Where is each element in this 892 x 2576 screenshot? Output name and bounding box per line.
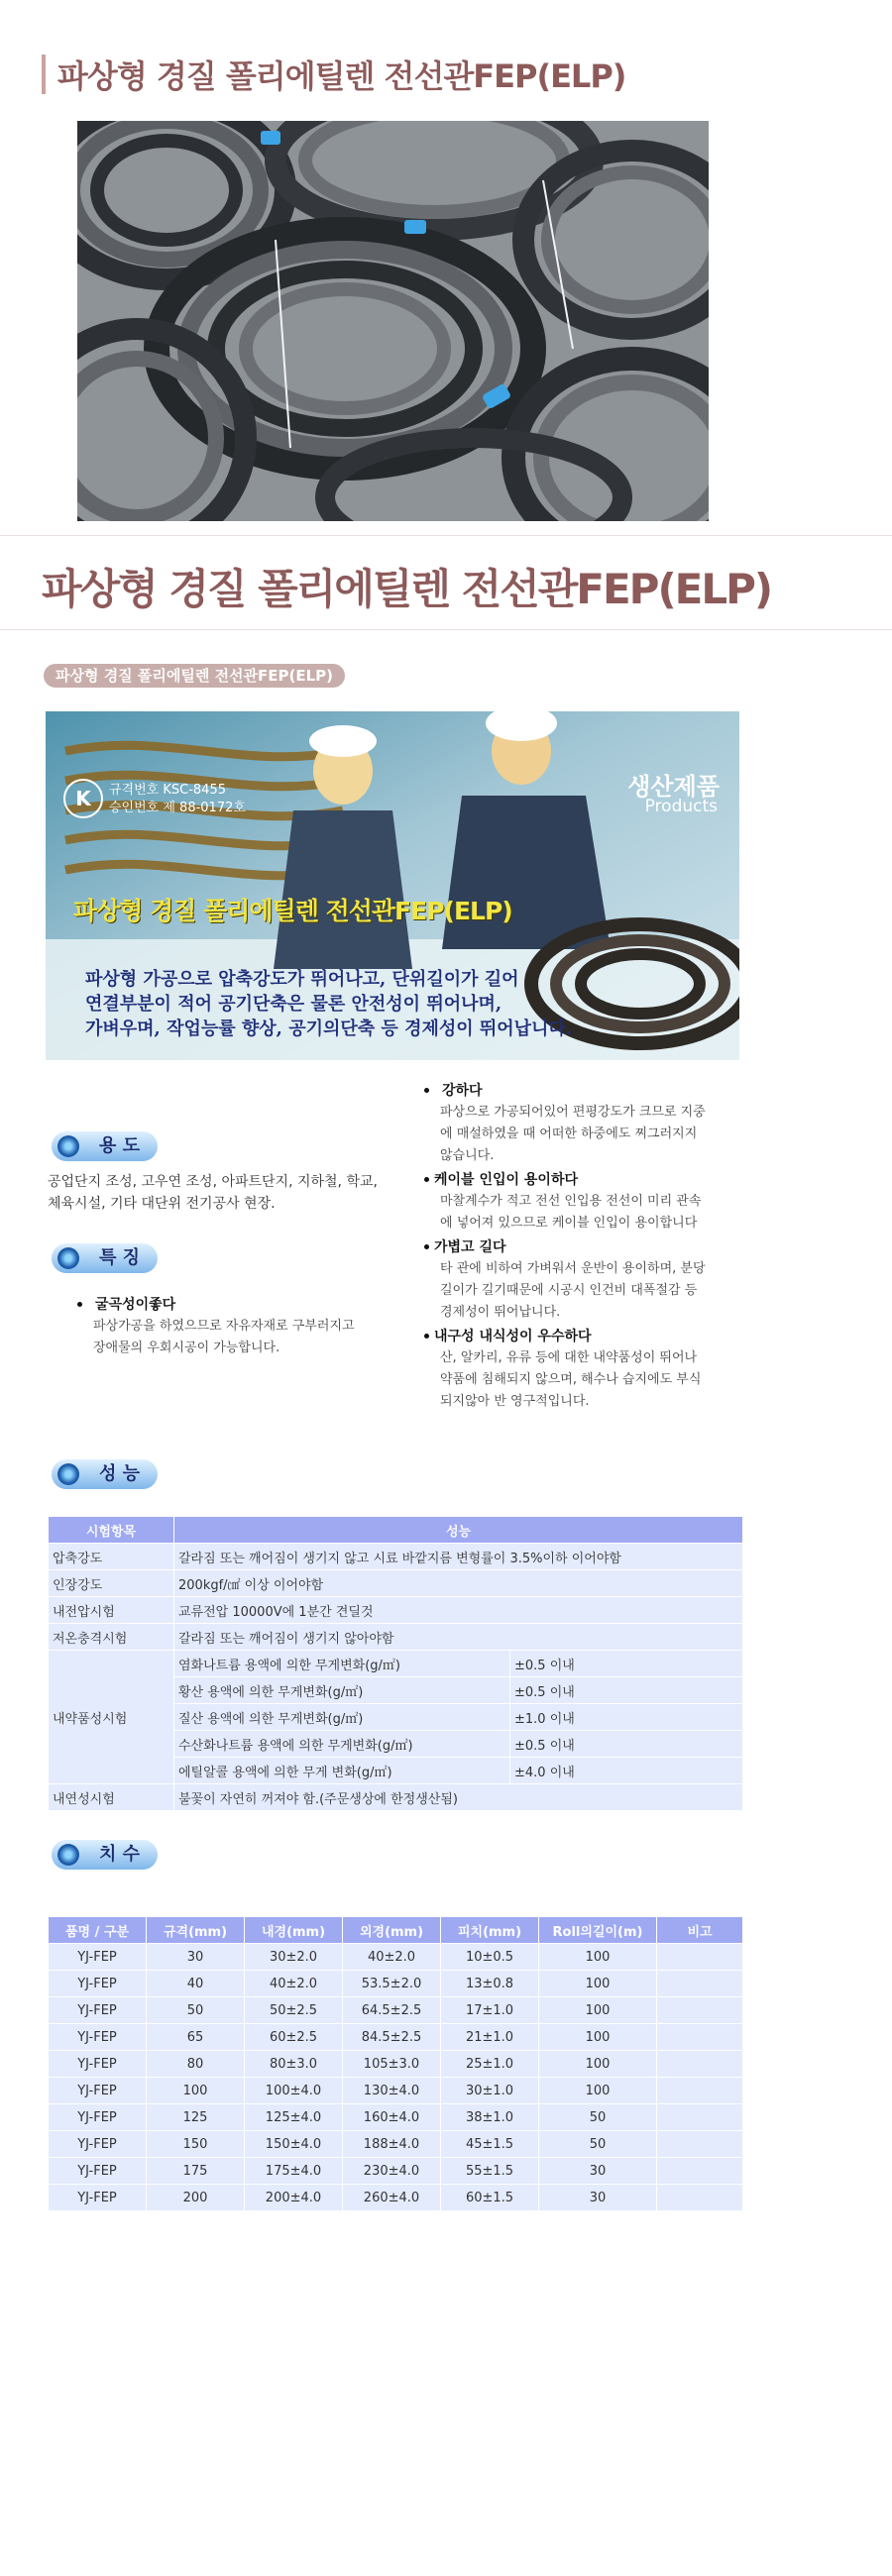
column-header: 시험항목 [49, 1517, 174, 1544]
table-row [49, 2104, 743, 2131]
table-cell: 50±2.5 [245, 1997, 343, 2024]
table-cell [657, 1971, 743, 1997]
table-cell: YJ-FEP [49, 1944, 147, 1971]
section-title: 파상형 경질 폴리에틸렌 전선관FEP(ELP) [42, 565, 772, 613]
coiled-conduit-illustration [77, 121, 709, 521]
bullet-icon [424, 1088, 429, 1093]
table-cell: 10±0.5 [441, 1944, 539, 1971]
table-header-row [49, 1517, 743, 1544]
page-title: 파상형 경질 폴리에틸렌 전선관FEP(ELP) [57, 57, 626, 95]
table-cell: 125 [147, 2104, 245, 2131]
list-item: 케이블 인입이 용이하다 [416, 1169, 706, 1191]
table-cell: 130±4.0 [343, 2078, 441, 2104]
table-row [49, 2158, 743, 2185]
usage-heading: 용 도 [52, 1131, 158, 1161]
table-cell [657, 2185, 743, 2211]
table-cell: 30 [147, 1944, 245, 1971]
table-cell: 55±1.5 [441, 2158, 539, 2185]
table-cell: 30 [539, 2185, 657, 2211]
column-header: 피치(mm) [441, 1917, 539, 1944]
table-header-row [49, 1917, 743, 1944]
table-cell: 65 [147, 2024, 245, 2051]
table-row: 저온충격시험 갈라짐 또는 깨어짐이 생기지 않아야함 [49, 1624, 743, 1651]
banner-tag: 생산제품 [627, 773, 720, 801]
table-row: 내약품성시험 염화나트륨 용액에 의한 무게변화(g/㎡) ±0.5 이내 [49, 1651, 743, 1677]
table-row [49, 2131, 743, 2158]
table-cell: 100 [539, 1944, 657, 1971]
table-cell: 45±1.5 [441, 2131, 539, 2158]
table-cell: YJ-FEP [49, 2078, 147, 2104]
standard-number: 규격번호 KSC-8455 [109, 783, 226, 798]
title-accent-bar [42, 54, 46, 94]
approval-number: 승인번호 제 88-0172호 [109, 801, 246, 815]
column-header: 비고 [657, 1917, 743, 1944]
table-cell: 30±2.0 [245, 1944, 343, 1971]
table-row [49, 1971, 743, 1997]
table-cell: 21±1.0 [441, 2024, 539, 2051]
list-item: 내구성 내식성이 우수하다 [416, 1326, 706, 1347]
table-cell: 80 [147, 2051, 245, 2078]
table-row: 내전압시험 교류전압 10000V에 1분간 견딜것 [49, 1597, 743, 1624]
table-cell: 150±4.0 [245, 2131, 343, 2158]
table-cell: YJ-FEP [49, 2051, 147, 2078]
table-row: 수산화나트륨 용액에 의한 무게변화(g/㎡) ±0.5 이내 [49, 1731, 743, 1758]
table-cell: 64.5±2.5 [343, 1997, 441, 2024]
divider [0, 629, 892, 630]
banner-description: 파상형 가공으로 압축강도가 뛰어나고, 단위길이가 길어 연결부분이 적어 공기단축은 물론 안전성이 뛰어나며, 가벼우며, 작업능률 향상, 공기의단축 등 경제성이 뛰어납니다. [85, 969, 573, 1039]
table-cell: 260±4.0 [343, 2185, 441, 2211]
table-row [49, 2078, 743, 2104]
table-cell [657, 1997, 743, 2024]
banner-tag-en: Products [644, 797, 718, 816]
table-cell: 40±2.0 [343, 1944, 441, 1971]
column-header: 규격(mm) [147, 1917, 245, 1944]
table-cell: 50 [539, 2104, 657, 2131]
k-mark-icon: K [63, 779, 103, 818]
table-cell: 230±4.0 [343, 2158, 441, 2185]
column-header: 품명 / 구분 [49, 1917, 147, 1944]
table-cell: 100±4.0 [245, 2078, 343, 2104]
section-bullet-icon [57, 1844, 79, 1866]
table-cell: 50 [539, 2131, 657, 2158]
features-right-column: 강하다 파상으로 가공되어있어 편평강도가 크므로 지중 에 매설하였을 때 어떠한 하중에도 찌그러지지 않습니다. 케이블 인입이 용이하다 마찰계수가 적고 전선 인입용 전선이 미리 관속 에 넣어져 있으므로 케이블 인입이 용이합니다 가볍고 길다 타 관에 비하여 가벼워서 운반이 용이하며, 분당 길이가 길기때문에 시공시 인건비 대폭절감 등 경제성이 뛰어납니다. 내구성 내식성이 우수하다 산, 알카리, 유류 등에 대한 내약품성이 뛰어나 약품에 침해되지 않으며, 해수나 습지에도 부식 되지않아 반 영구적입니다. [416, 1080, 706, 1413]
table-cell: 100 [539, 1997, 657, 2024]
table-cell: YJ-FEP [49, 2104, 147, 2131]
column-header: 성능 [174, 1517, 743, 1544]
table-cell: 50 [147, 1997, 245, 2024]
table-cell [657, 2131, 743, 2158]
table-cell: YJ-FEP [49, 2158, 147, 2185]
hero-product-photo [77, 121, 709, 521]
table-cell: 60±1.5 [441, 2185, 539, 2211]
table-cell: 80±3.0 [245, 2051, 343, 2078]
divider [0, 535, 892, 536]
table-cell: 188±4.0 [343, 2131, 441, 2158]
bullet-icon [424, 1177, 429, 1182]
performance-heading: 성 능 [52, 1459, 158, 1489]
table-cell: 100 [539, 1971, 657, 1997]
list-item: 강하다 [416, 1080, 706, 1102]
table-cell: 53.5±2.0 [343, 1971, 441, 1997]
table-cell: 100 [147, 2078, 245, 2104]
table-cell: 17±1.0 [441, 1997, 539, 2024]
table-cell: YJ-FEP [49, 2185, 147, 2211]
section-bullet-icon [57, 1135, 79, 1157]
table-cell: 38±1.0 [441, 2104, 539, 2131]
column-header: Roll의길이(m) [539, 1917, 657, 1944]
table-cell: 125±4.0 [245, 2104, 343, 2131]
table-cell: 100 [539, 2051, 657, 2078]
features-heading: 특 징 [52, 1243, 158, 1273]
table-cell: 175 [147, 2158, 245, 2185]
table-cell: 160±4.0 [343, 2104, 441, 2131]
table-cell: 84.5±2.5 [343, 2024, 441, 2051]
table-row: 에틸알콜 용액에 의한 무게 변화(g/㎡) ±4.0 이내 [49, 1758, 743, 1784]
table-cell: 150 [147, 2131, 245, 2158]
table-cell: YJ-FEP [49, 1971, 147, 1997]
table-cell: 40 [147, 1971, 245, 1997]
table-row [49, 1944, 743, 1971]
table-cell: YJ-FEP [49, 2024, 147, 2051]
table-row: 황산 용액에 의한 무게변화(g/㎡) ±0.5 이내 [49, 1677, 743, 1704]
table-cell: 40±2.0 [245, 1971, 343, 1997]
table-row: 질산 용액에 의한 무게변화(g/㎡) ±1.0 이내 [49, 1704, 743, 1731]
table-cell: 30 [539, 2158, 657, 2185]
section-bullet-icon [57, 1463, 79, 1485]
column-header: 내경(mm) [245, 1917, 343, 1944]
table-cell [657, 2051, 743, 2078]
table-row [49, 2185, 743, 2211]
bullet-icon [77, 1302, 82, 1307]
table-row [49, 2051, 743, 2078]
list-item: 가볍고 길다 [416, 1236, 706, 1258]
table-row: 압축강도 갈라짐 또는 깨어짐이 생기지 않고 시료 바깥지름 변형률이 3.5%이하 이어야함 [49, 1544, 743, 1570]
table-cell: 105±3.0 [343, 2051, 441, 2078]
table-row: 인장강도 200kgf/㎠ 이상 이어야함 [49, 1570, 743, 1597]
table-cell: 200 [147, 2185, 245, 2211]
product-name-pill: 파상형 경질 폴리에틸렌 전선관FEP(ELP) [44, 664, 345, 688]
table-cell: 60±2.5 [245, 2024, 343, 2051]
table-row: 내연성시험 불꽃이 자연히 꺼져야 함.(주문생상에 한정생산됨) [49, 1784, 743, 1811]
dimensions-heading: 치 수 [52, 1840, 158, 1870]
table-cell: 13±0.8 [441, 1971, 539, 1997]
table-cell [657, 2078, 743, 2104]
list-item: 굴곡성이좋다 [71, 1294, 355, 1316]
table-cell: 100 [539, 2078, 657, 2104]
table-cell: 175±4.0 [245, 2158, 343, 2185]
table-row [49, 1997, 743, 2024]
table-cell: 100 [539, 2024, 657, 2051]
table-row [49, 2024, 743, 2051]
product-banner [46, 711, 739, 1060]
bullet-icon [424, 1334, 429, 1339]
table-cell [657, 1944, 743, 1971]
column-header: 외경(mm) [343, 1917, 441, 1944]
table-cell: YJ-FEP [49, 1997, 147, 2024]
table-cell [657, 2024, 743, 2051]
banner-title: 파상형 경질 폴리에틸렌 전선관FEP(ELP) [73, 897, 512, 925]
table-cell: 25±1.0 [441, 2051, 539, 2078]
performance-table [48, 1516, 743, 1811]
section-bullet-icon [57, 1247, 79, 1269]
table-cell: YJ-FEP [49, 2131, 147, 2158]
features-left-column: 굴곡성이좋다 파상가공을 하였으므로 자유자재로 구부러지고 장애물의 우회시공이 가능합니다. [71, 1294, 355, 1359]
table-cell [657, 2158, 743, 2185]
bullet-icon [424, 1244, 429, 1249]
table-cell: 200±4.0 [245, 2185, 343, 2211]
table-cell [657, 2104, 743, 2131]
table-cell: 30±1.0 [441, 2078, 539, 2104]
dimensions-table [48, 1916, 743, 2211]
usage-text: 공업단지 조성, 고우연 조성, 아파트단지, 지하철, 학교, 체육시설, 기타 대단위 전기공사 현장. [48, 1174, 378, 1212]
